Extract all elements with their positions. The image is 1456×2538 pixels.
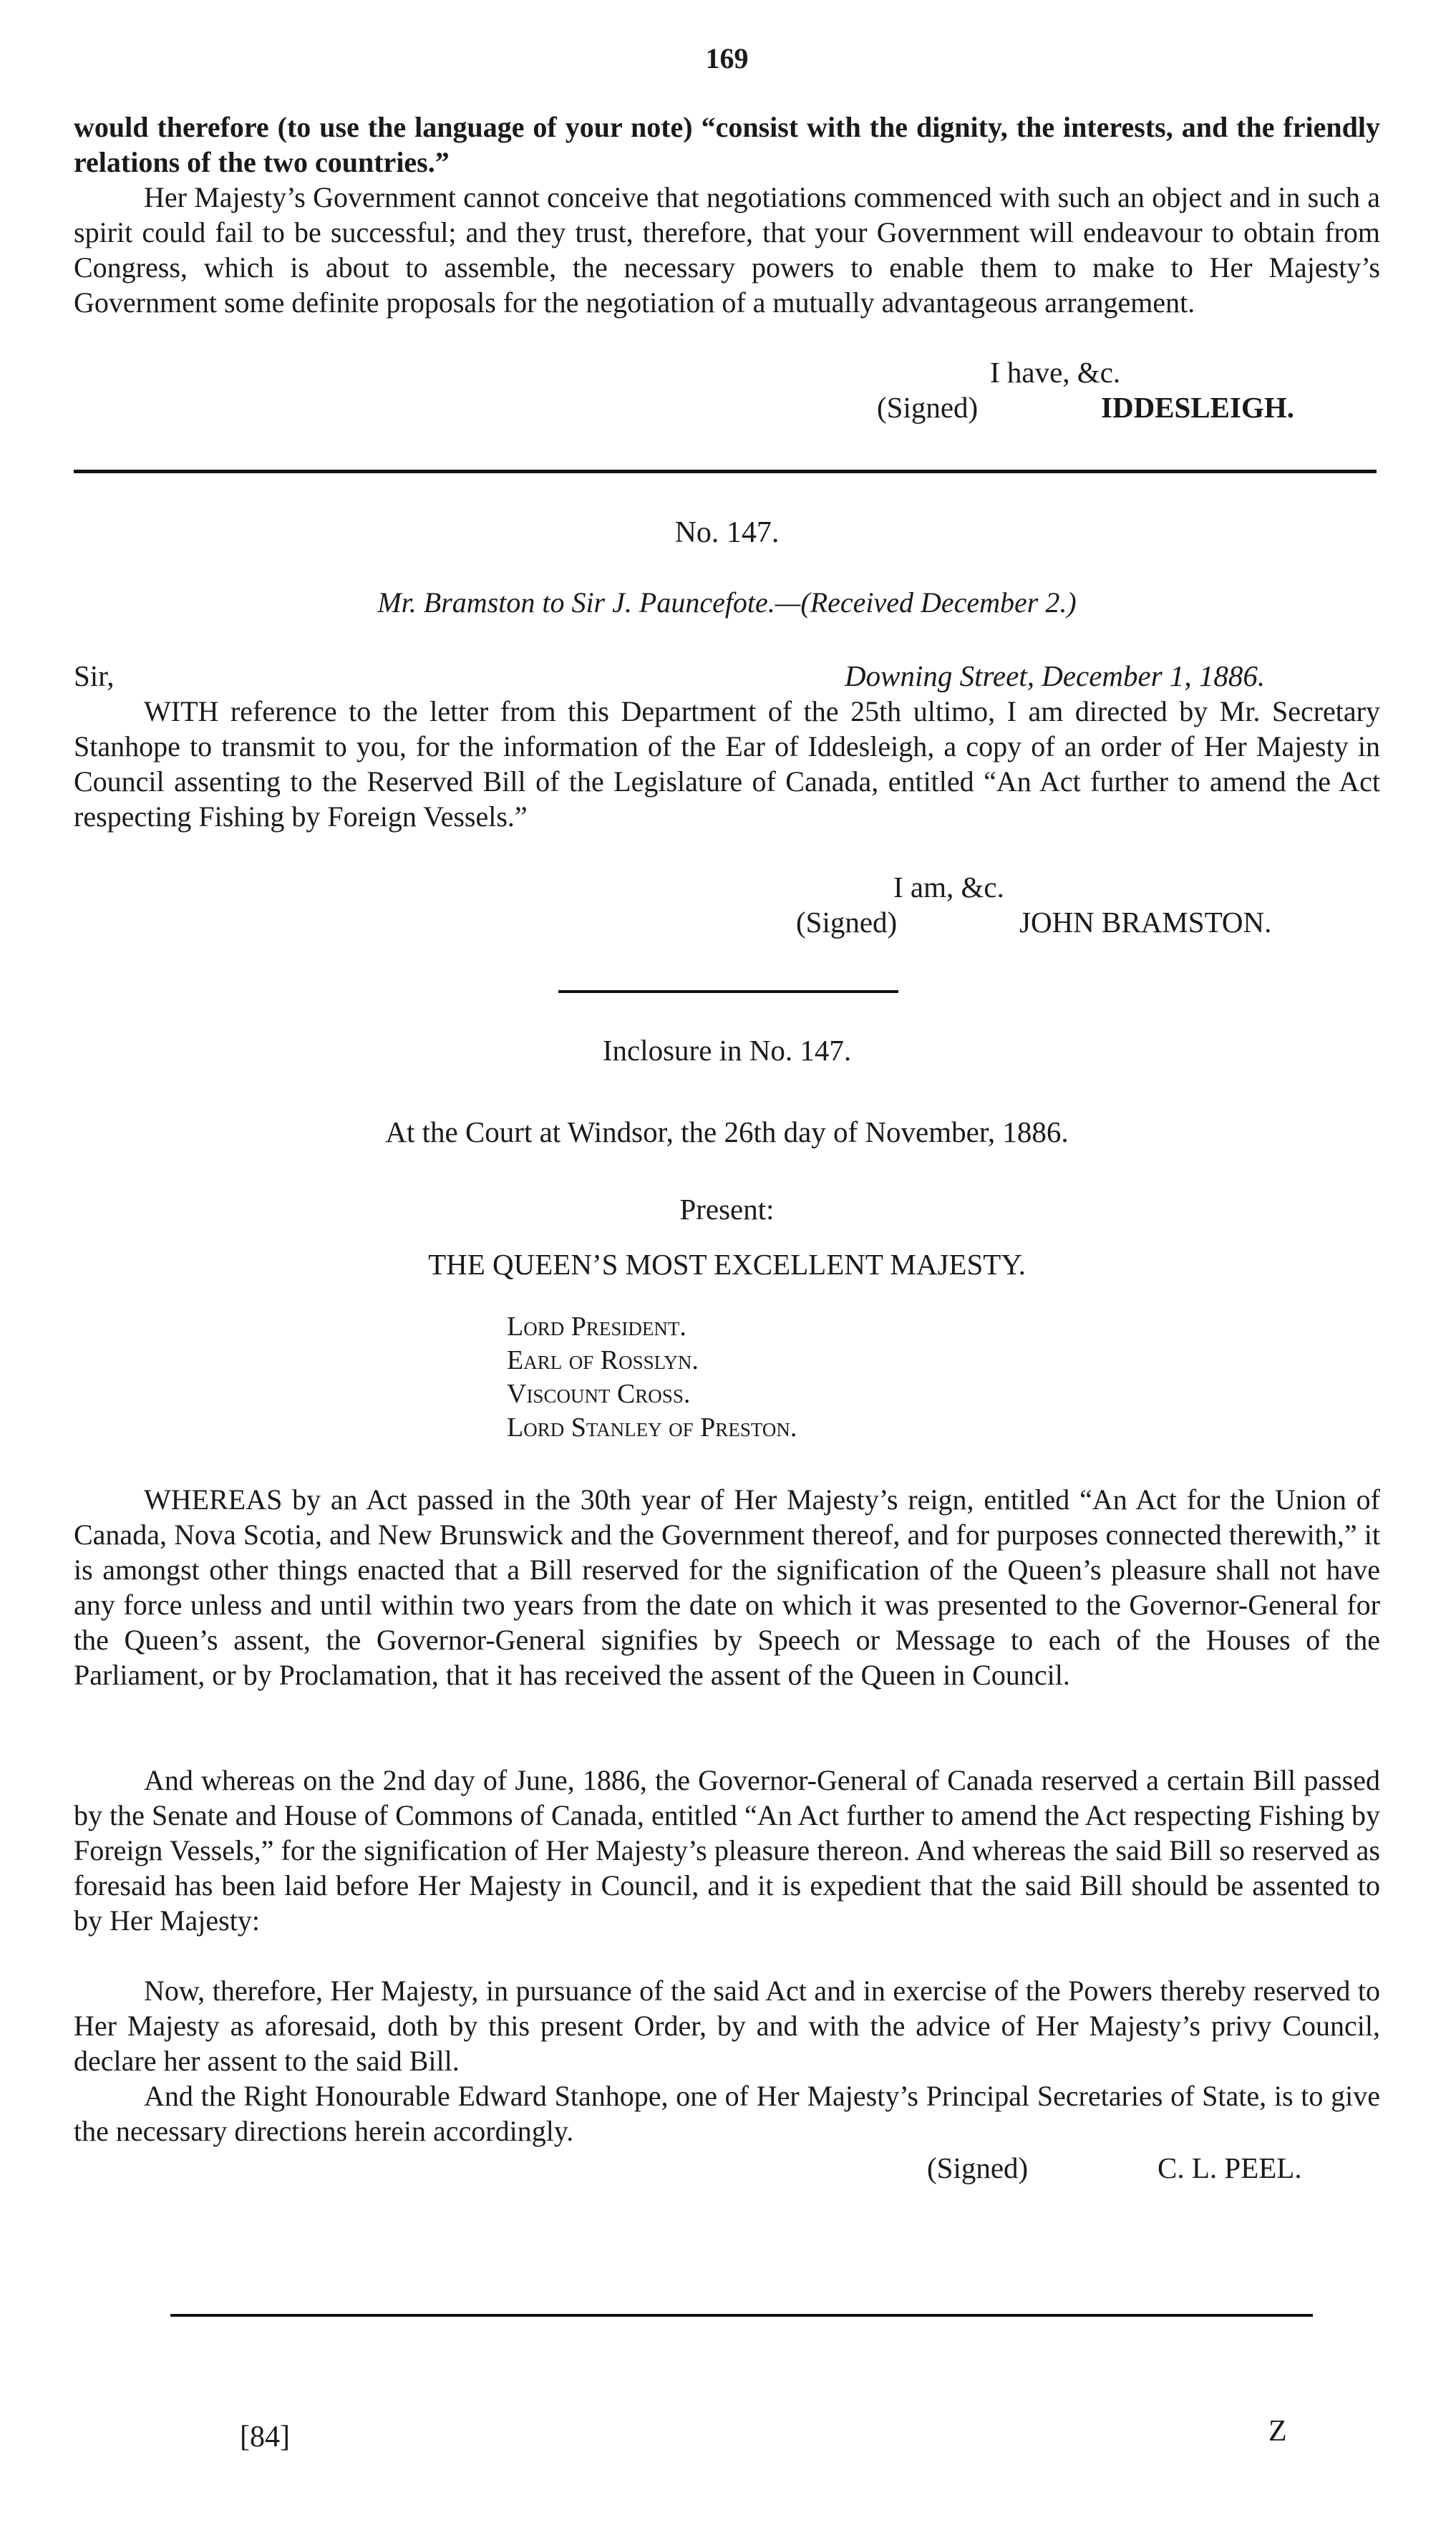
letter-body: WITH reference to the letter from this Department of the 25th ultimo, I am directed by Mr. Secretary Stanhope to transmit to you, for the information of the Ear of Iddesleigh, a copy of an order of Her Majesty in Council assenting to the Reserved Bill of the Legislature of Canada, entitled “An Act further to amend the Act respecting Fishing by Foreign Vessels.” [74,695,1380,833]
and-whereas-paragraph: And whereas on the 2nd day of June, 1886, the Governor-General of Canada reserved a certain Bill passed by the Senate and House of Commons of Canada, entitled “An Act further to amend the Act respecting Fishing by Foreign Vessels,” for the signification of Her Majesty’s pleasure thereon. And whereas the said Bill so reserved as foresaid has been laid before Her Majesty in Council, and it is expedient that the said Bill should be assented to by Her Majesty: [74,1764,1380,1937]
lord-president: Lord President. [507,1312,686,1342]
court-line: At the Court at Windsor, the 26th day of November, 1886. [385,1115,1069,1148]
short-divider [558,990,898,993]
letter-closing: I have, &c. [990,356,1121,389]
page-number: 169 [705,42,749,74]
whereas-paragraph: WHEREAS by an Act passed in the 30th year of Her Majesty’s reign, entitled “An Act for the Union of Canada, Nova Scotia, and New Brunswick and the Government thereof, and for purposes connected therewith,” it is amongst other things enacted that a Bill reserved for the signification of the Queen’s pleasure shall not have any force unless and until within two years from the date on which it was presented to the Governor-General for the Queen’s assent, the Governor-General signifies by Speech or Message to each of the Houses of the Parliament, or by Proclamation, that it has received the assent of the Queen in Council. [74,1483,1380,1691]
bramston-signer: JOHN BRAMSTON. [1019,906,1272,939]
letter-paragraph-1: would therefore (to use the language of your note) “consist with the dignity, the interests, and the friendly relations of the two countries.” [74,111,1380,178]
peel-signer: C. L. PEEL. [1157,2151,1302,2184]
letter-signed-label: (Signed) [877,391,979,424]
bramston-closing: I am, &c. [893,871,1004,904]
stanhope-paragraph: And the Right Honourable Edward Stanhope, one of Her Majesty’s Principal Secretaries of State, is to give the necessary directions herein accordingly. [74,2080,1380,2147]
salutation: Sir, [74,659,115,692]
viscount-cross: Viscount Cross. [507,1379,691,1409]
majesty-line: THE QUEEN’S MOST EXCELLENT MAJESTY. [428,1248,1026,1281]
now-therefore-paragraph: Now, therefore, Her Majesty, in pursuance of the said Act and in exercise of the Powers thereby reserved to Her Majesty as aforesaid, doth by this present Order, by and with the advice of Her Majesty’s privy Council, declare her assent to the said Bill. [74,1975,1380,2077]
footer-gathering-mark: Z [1268,2415,1287,2448]
peel-signed-label: (Signed) [927,2151,1029,2184]
earl-of-rosslyn: Earl of Rosslyn. [507,1345,699,1375]
closing-divider [170,2314,1313,2317]
bramston-signed-label: (Signed) [796,906,898,939]
document-subtitle: Mr. Bramston to Sir J. Pauncefote.—(Received December 2.) [377,586,1077,619]
inclosure-heading: Inclosure in No. 147. [602,1034,852,1067]
document-number-heading: No. 147. [674,516,780,549]
lord-stanley: Lord Stanley of Preston. [507,1413,797,1443]
letter-signer: IDDESLEIGH. [1101,391,1295,424]
footer-signature-mark: [84] [240,2421,290,2454]
place-date: Downing Street, December 1, 1886. [845,659,1266,692]
present-label: Present: [679,1193,775,1226]
letter-paragraph-2: Her Majesty’s Government cannot conceive that negotiations commenced with such an object and in such a spirit could fail to be successful; and they trust, therefore, that your Government will endeavour to obtain from Congress, which is about to assemble, the necessary powers to enable them to make to Her Majesty’s Government some definite proposals for the negotiation of a mutually advantageous arrangement. [74,181,1380,319]
section-divider [74,470,1377,473]
